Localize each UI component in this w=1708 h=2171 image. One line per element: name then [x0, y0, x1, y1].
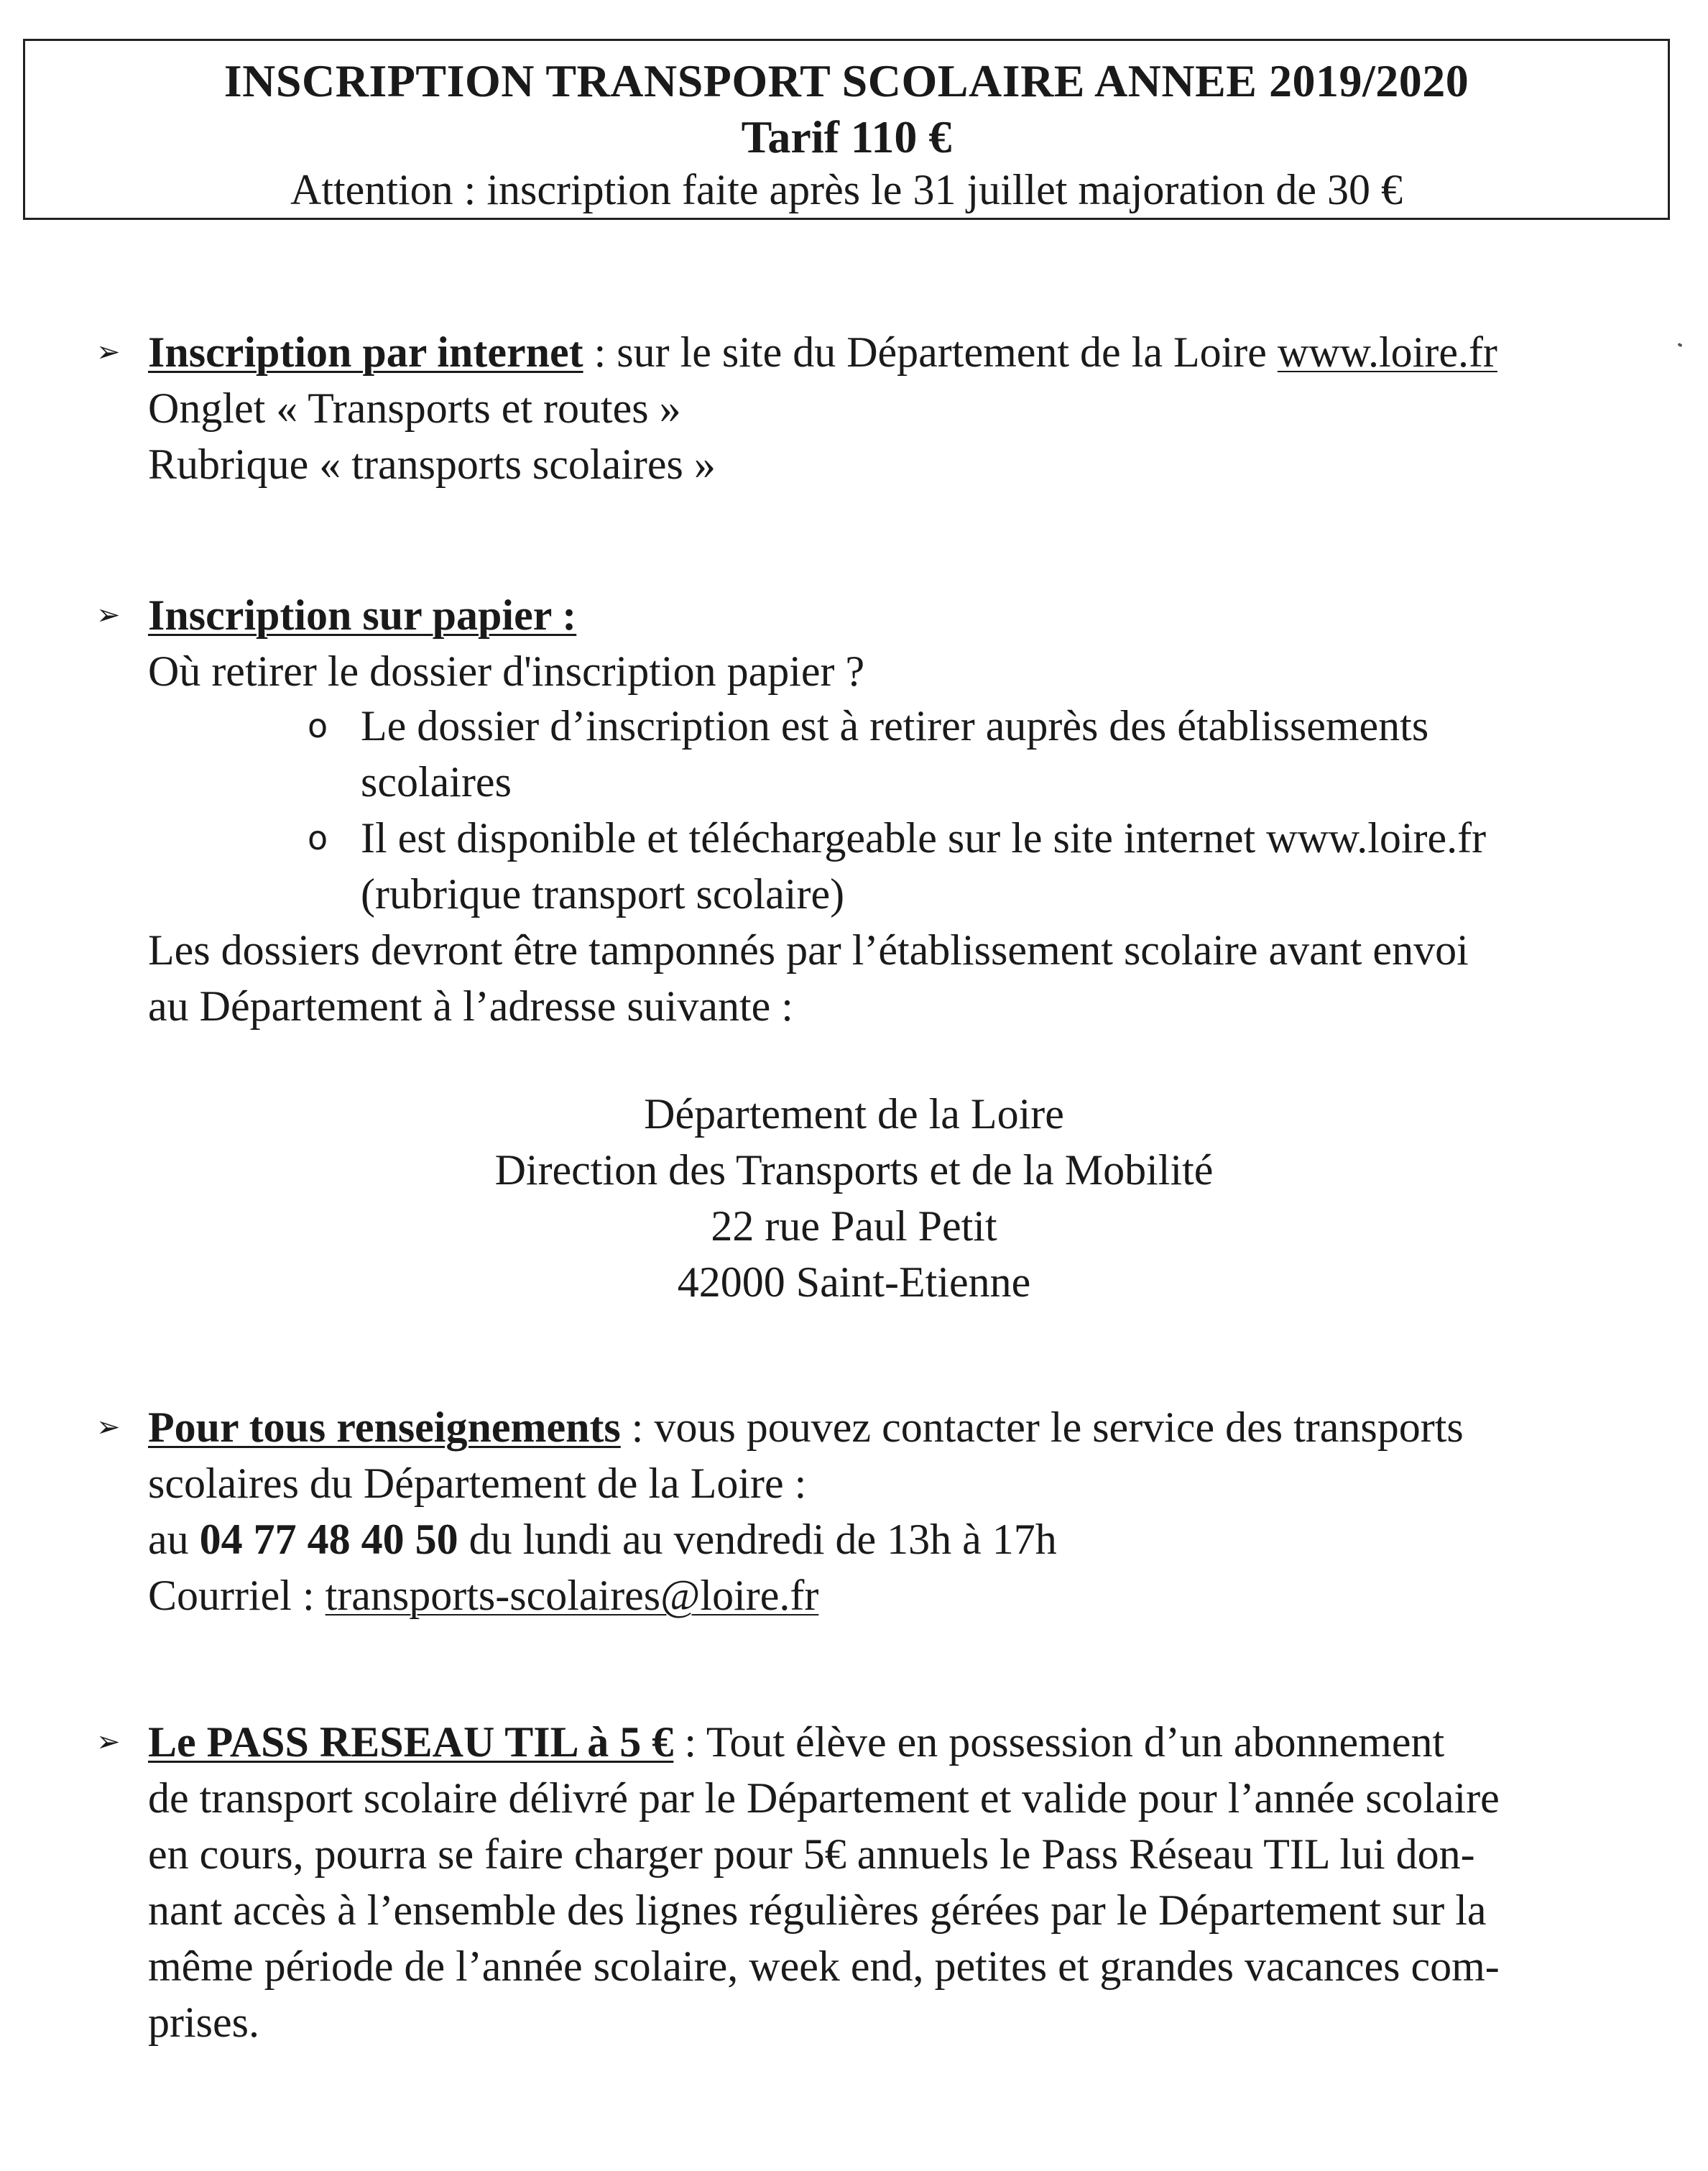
document-title: INSCRIPTION TRANSPORT SCOLAIRE ANNEE 2019/2020 — [223, 55, 1469, 106]
internet-intro-text: : sur le site du Département de la Loire — [583, 328, 1278, 376]
address-line3: 22 rue Paul Petit — [711, 1202, 997, 1250]
renseignements-first-line — [148, 1400, 1464, 1455]
email-prefix: Courriel : — [148, 1572, 326, 1619]
pass-line5: même période de l’année scolaire, week end, petites et grandes vacances com- — [148, 1942, 1500, 1990]
address-line2: Direction des Transports et de la Mobilité — [494, 1146, 1214, 1194]
phone-number[interactable]: 04 77 48 40 50 — [199, 1516, 458, 1563]
pass-line2: de transport scolaire délivré par le Département et valide pour l’année scolaire — [148, 1774, 1500, 1822]
address-line1: Département de la Loire — [644, 1090, 1064, 1138]
tarif-line: Tarif 110 € — [741, 111, 952, 162]
circle-bullet-icon: o — [308, 819, 328, 857]
papier-note-line1: Les dossiers devront être tamponnés par l’établissement scolaire avant envoi — [148, 926, 1469, 974]
internet-rubrique-line: Rubrique « transports scolaires » — [148, 441, 716, 488]
header-box — [23, 39, 1670, 220]
internet-first-line — [148, 325, 1497, 379]
internet-heading: Inscription par internet — [148, 328, 583, 376]
papier-item1-line1: Le dossier d’inscription est à retirer auprès des établissements — [361, 702, 1429, 750]
pass-heading: Le PASS RESEAU TIL à 5 € — [148, 1718, 674, 1766]
address-line4: 42000 Saint-Etienne — [677, 1258, 1031, 1306]
papier-item2-line1: Il est disponible et téléchargeable sur le site internet www.loire.fr — [361, 814, 1487, 862]
renseignements-line2: scolaires du Département de la Loire : — [148, 1460, 807, 1507]
phone-line — [148, 1512, 1057, 1567]
pass-line6: prises. — [148, 1999, 259, 2046]
circle-bullet-icon: o — [308, 706, 328, 745]
arrow-bullet-icon: ➢ — [96, 336, 121, 369]
papier-question: Où retirer le dossier d'inscription papier ? — [148, 647, 865, 695]
papier-heading-line — [148, 588, 576, 642]
arrow-bullet-icon: ➢ — [96, 599, 121, 632]
internet-onglet-line: Onglet « Transports et routes » — [148, 384, 681, 432]
pass-intro-text: : Tout élève en possession d’un abonnement — [673, 1718, 1445, 1766]
email-link[interactable]: transports-scolaires@loire.fr — [325, 1572, 819, 1619]
phone-prefix: au — [148, 1516, 200, 1563]
email-line — [148, 1568, 818, 1623]
arrow-bullet-icon: ➢ — [96, 1411, 121, 1444]
papier-item1-line2: scolaires — [361, 758, 512, 806]
renseignements-heading: Pour tous renseignements — [148, 1403, 621, 1451]
phone-hours: du lundi au vendredi de 13h à 17h — [458, 1516, 1057, 1563]
attention-note: Attention : inscription faite après le 31 juillet majoration de 30 € — [290, 166, 1403, 213]
pass-line4: nant accès à l’ensemble des lignes régulières gérées par le Département sur la — [148, 1886, 1487, 1934]
papier-item2-line2: (rubrique transport scolaire) — [361, 870, 845, 918]
pass-first-line — [148, 1715, 1444, 1769]
scan-speck-decoration — [1677, 343, 1682, 347]
renseignements-intro-text: : vous pouvez contacter le service des transports — [620, 1403, 1464, 1451]
arrow-bullet-icon: ➢ — [96, 1725, 121, 1759]
papier-note-line2: au Département à l’adresse suivante : — [148, 982, 793, 1030]
loire-website-link[interactable]: www.loire.fr — [1277, 328, 1497, 376]
pass-line3: en cours, pourra se faire charger pour 5€ annuels le Pass Réseau TIL lui don- — [148, 1830, 1475, 1878]
papier-heading: Inscription sur papier : — [148, 591, 577, 639]
